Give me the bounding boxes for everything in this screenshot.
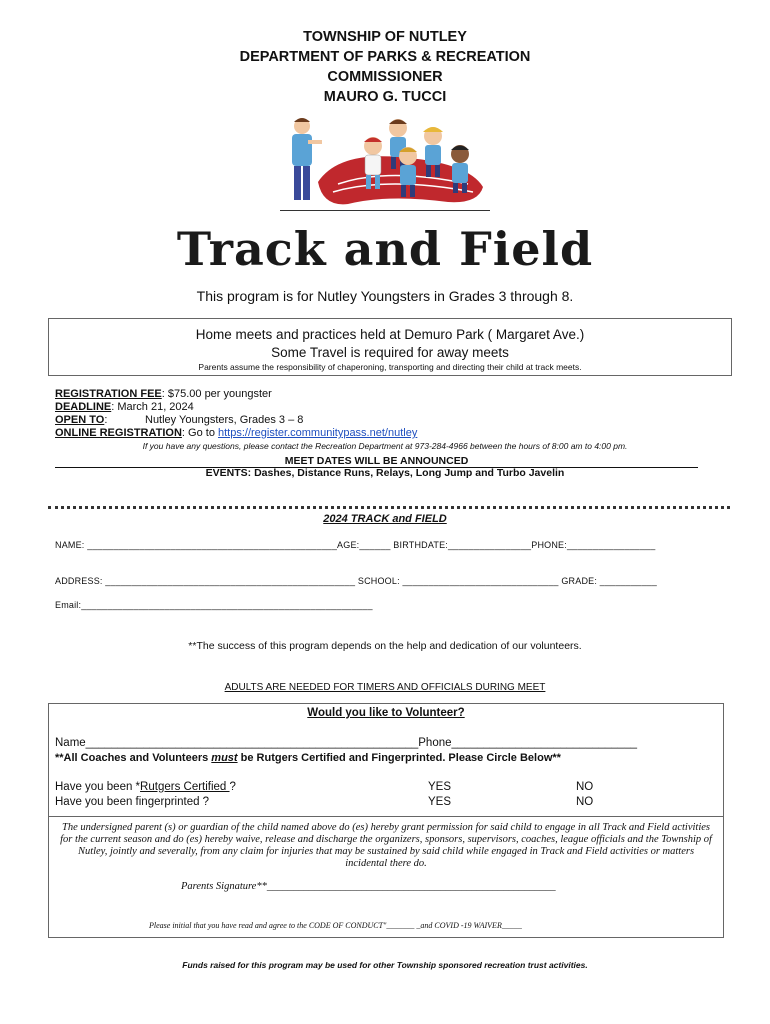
footer-note: Funds raised for this program may be used for other Township sponsored recreation trust activities. xyxy=(182,960,588,970)
registration-fee xyxy=(55,388,272,402)
deadline-label: DEADLINE xyxy=(55,401,112,413)
events-list: EVENTS: Dashes, Distance Runs, Relays, Long Jump and Turbo Javelin xyxy=(205,467,565,479)
registration-open-to: OPEN TO: xyxy=(55,414,108,426)
q1-post: ? xyxy=(229,781,236,793)
open-label: OPEN TO xyxy=(55,414,105,426)
waiver-box xyxy=(48,816,724,938)
track-kids-illustration xyxy=(278,112,493,212)
registration-deadline xyxy=(55,401,194,415)
cert-post: be Rutgers Certified and Fingerprinted. Please Circle Below** xyxy=(237,752,561,764)
header-line-3: COMMISSIONER xyxy=(327,69,443,85)
form-row-address[interactable]: ADDRESS: ________________________________________________ SCHOOL: ______________________________ GRADE: ___________ xyxy=(55,576,658,586)
info-line-2: Some Travel is required for away meets xyxy=(271,345,509,360)
waiver-text: The undersigned parent (s) or guardian of the child named above do (es) hereby grant permission for said child to engage in all Track and Field activities for the current season and do (es) hereby waive, release and discharge the organizers, sponsors, supervisors, coaches, league officials and the Township of Nutley, jointly and severally, from any claim for injuries that may be sustained by said child while engaged in Track and Field activities or matters incidental there do. xyxy=(60,822,712,869)
questions-note: If you have any questions, please contact the Recreation Department at 973-284-4966 between the hours of 8:00 am to 4:00 pm. xyxy=(142,441,628,451)
online-value: : Go to xyxy=(181,427,218,439)
header-line-1: TOWNSHIP OF NUTLEY xyxy=(303,29,467,45)
info-line-3: Parents assume the responsibility of chaperoning, transporting and directing their child at track meets. xyxy=(198,362,582,372)
page-title: Track and Field xyxy=(176,222,594,276)
fee-label: REGISTRATION FEE xyxy=(55,388,162,400)
no-option-2[interactable]: NO xyxy=(576,796,594,808)
registration-online xyxy=(55,427,417,441)
question-fingerprinted: Have you been fingerprinted ? xyxy=(55,796,210,808)
header-line-4: MAURO G. TUCCI xyxy=(323,89,447,105)
info-line-1: Home meets and practices held at Demuro Park ( Margaret Ave.) xyxy=(195,327,585,342)
open-value: Nutley Youngsters, Grades 3 – 8 xyxy=(145,414,304,426)
volunteer-name-phone[interactable]: Name____________________________________________________Phone_____________________________ xyxy=(55,737,637,749)
question-rutgers xyxy=(55,781,236,793)
form-row-name[interactable]: NAME: ________________________________________________AGE:______ BIRTHDATE:________________PHONE:_________________ xyxy=(55,540,656,550)
adults-needed: ADULTS ARE NEEDED FOR TIMERS AND OFFICIALS DURING MEET xyxy=(224,682,546,693)
program-intro: This program is for Nutley Youngsters in Grades 3 through 8. xyxy=(196,288,574,304)
yes-option-2[interactable]: YES xyxy=(428,796,452,808)
illustration-rule xyxy=(280,210,490,211)
volunteer-box xyxy=(48,703,724,817)
cert-must: must xyxy=(211,752,238,764)
form-heading: 2024 TRACK and FIELD xyxy=(323,513,447,525)
q1-certified: Rutgers Certified xyxy=(140,781,230,793)
form-row-email[interactable]: Email:________________________________________________________ xyxy=(55,600,373,610)
certification-note xyxy=(55,752,561,764)
no-option-1[interactable]: NO xyxy=(576,781,594,793)
meet-dates: MEET DATES WILL BE ANNOUNCED xyxy=(55,455,698,468)
volunteer-heading: Would you like to Volunteer? xyxy=(307,707,465,719)
cut-line xyxy=(48,506,730,509)
cert-pre: **All Coaches and Volunteers xyxy=(55,752,212,764)
registration-link[interactable]: https://register.communitypass.net/nutley xyxy=(218,427,418,439)
fee-value: : $75.00 per youngster xyxy=(161,388,272,400)
deadline-value: : March 21, 2024 xyxy=(111,401,194,413)
header-line-2: DEPARTMENT OF PARKS & RECREATION xyxy=(239,49,531,65)
initial-line[interactable]: Please initial that you have read and agree to the CODE OF CONDUCT"_______ _and COVID -19 WAIVER_____ xyxy=(149,921,522,930)
volunteer-note: **The success of this program depends on the help and dedication of our volunteers. xyxy=(188,640,582,652)
online-label: ONLINE REGISTRATION xyxy=(55,427,182,439)
parent-signature[interactable]: Parents Signature**_______________________________________________________ xyxy=(181,881,556,892)
q1-pre: Have you been * xyxy=(55,781,141,793)
yes-option-1[interactable]: YES xyxy=(428,781,452,793)
info-box xyxy=(48,318,732,376)
